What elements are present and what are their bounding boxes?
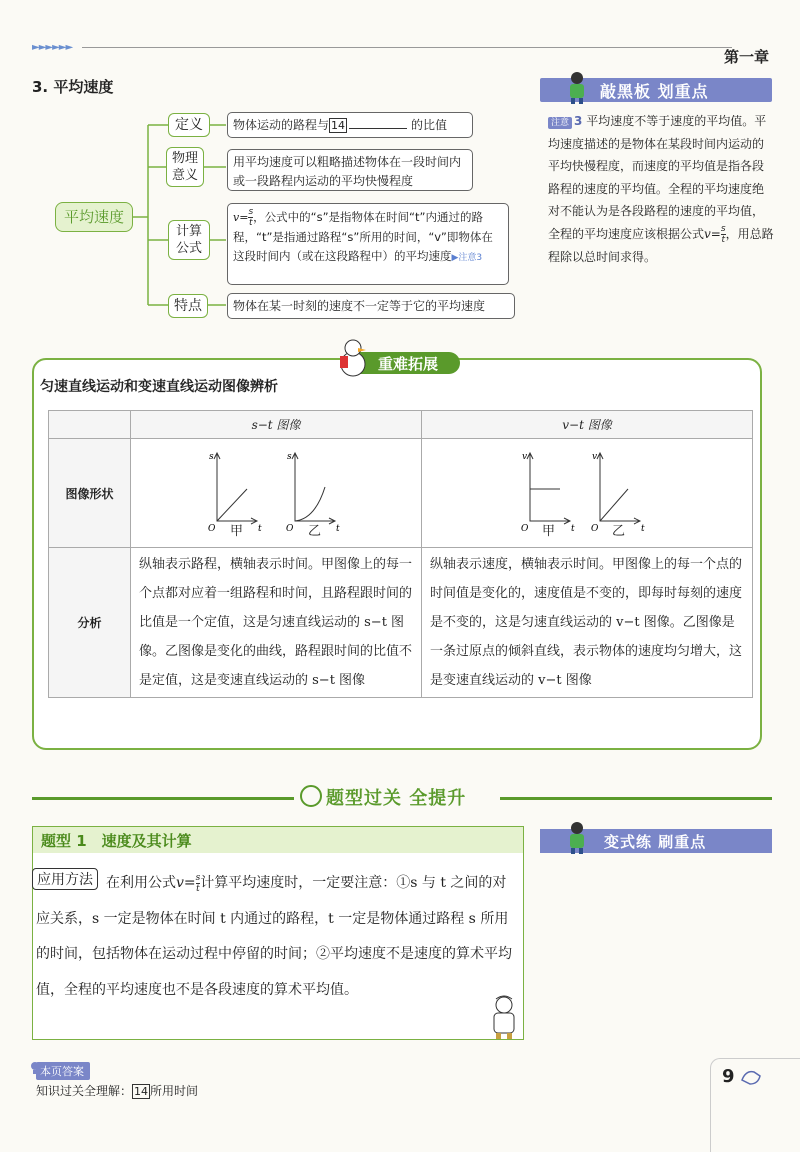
- table-corner: [49, 411, 131, 439]
- st-caption-yi: 乙: [308, 524, 322, 539]
- vt-yi-x-label: t: [641, 524, 645, 534]
- sidebar-note: [548, 110, 774, 268]
- mindmap-root: 平均速度: [55, 202, 133, 232]
- st-caption-jia: 甲: [230, 524, 244, 539]
- vt-graphs-cell: [422, 439, 753, 548]
- page-number: 9: [722, 1066, 735, 1087]
- answer-label: 知识过关全理解：: [36, 1084, 133, 1098]
- vt-graphs: [422, 439, 752, 543]
- sidebar-banner-text: 敲黑板 划重点: [600, 82, 709, 101]
- student-figure-icon-2: [566, 820, 588, 854]
- note-formula-lhs: v=: [704, 226, 721, 241]
- note-formula-numerator: s: [720, 223, 726, 234]
- answer-line: [36, 1082, 198, 1099]
- vt-yi-origin: O: [591, 524, 599, 534]
- header-arrows: ►►►►►►: [32, 42, 73, 53]
- formula-lhs: v=: [233, 211, 249, 224]
- st-yi-y-label: s: [287, 452, 292, 462]
- vt-yi-y-label: v: [592, 452, 598, 462]
- chapter-title: 第一章: [724, 48, 770, 66]
- note-formula-denominator: t: [721, 234, 725, 245]
- method-tag: 应用方法: [32, 868, 98, 890]
- branch-feature-content: 物体在某一时刻的速度不一定等于它的平均速度: [227, 293, 515, 319]
- branch-definition-content: [227, 112, 473, 138]
- vt-analysis: 纵轴表示速度，横轴表示时间。甲图像上的每一个点的时间值是变化的，速度值是不变的，即每时每刻的速度是不变的，这是匀速直线运动的 v−t 图像。乙图像是一条过原点的倾斜直线，表示物体的速度均匀增大，这是变速直线运动的 v−t 图像: [422, 548, 753, 698]
- vt-jia-origin: O: [521, 524, 529, 534]
- method-text-pre: 在利用公式: [106, 875, 176, 891]
- section2-icon: [300, 785, 322, 807]
- st-jia-origin: O: [208, 524, 216, 534]
- vt-jia-y-label: v: [522, 452, 528, 462]
- branch-definition-label: 定义: [168, 113, 210, 137]
- formula-numerator: s: [248, 207, 254, 217]
- page-hand-icon: [738, 1066, 764, 1088]
- note-text-1: 平均速度不等于速度的平均值。平均速度描述的是物体在某段时间内运动的平均快慢程度，而速度的平均值是指各段路程的速度的平均值。全程的平均速度绝对不能认为是各段路程的速度的平均值，全程的平均速度应该根据公式: [548, 114, 767, 241]
- extension-banner-text: 重难拓展: [378, 355, 439, 373]
- cartoon-bird-icon: [336, 338, 370, 378]
- definition-pre: 物体运动的路程与: [233, 118, 330, 132]
- method-text-post: 计算平均速度时，一定要注意：①s 与 t 之间的对应关系，s 一定是物体在时间 t 内通过的路程，t 一定是物体通过路程 s 所用的时间，包括物体在运动过程中停留的时间；②平均速度不是速度的算术平均值，全程的平均速度也不是各段速度的算术平均值。: [36, 875, 512, 998]
- method-formula-numerator: s: [195, 872, 201, 883]
- answer-tag: 本页答案: [36, 1062, 90, 1080]
- section2-rule-right: [500, 797, 772, 800]
- st-yi-origin: O: [286, 524, 294, 534]
- vt-caption-yi: 乙: [612, 524, 626, 539]
- answer-line-number: 14: [134, 1085, 149, 1098]
- row-head-shape: 图像形状: [49, 439, 131, 548]
- table-row-analysis: [49, 548, 753, 698]
- formula-explanation: ，公式中的“s”是指物体在时间“t”内通过的路程，“t”是指通过路程“s”所用的时间，“v”即物体在这段时间内（或在这段路程中）的平均速度: [233, 210, 493, 263]
- sidebar2-banner-text: 变式练 刷重点: [604, 833, 707, 851]
- st-jia-x-label: t: [258, 524, 262, 534]
- extension-title: 匀速直线运动和变速直线运动图像辨析: [40, 379, 278, 395]
- st-jia-y-label: s: [209, 452, 214, 462]
- section-title: 3. 平均速度: [32, 78, 114, 96]
- branch-meaning-content: 用平均速度可以粗略描述物体在一段时间内或一段路程内运动的平均快慢程度: [227, 149, 473, 191]
- section2-title: 题型过关 全提升: [326, 788, 467, 809]
- type1-method-text: [36, 866, 518, 1008]
- section2-rule-left: [32, 797, 294, 800]
- vt-caption-jia: 甲: [542, 524, 556, 539]
- formula-denominator: t: [249, 218, 253, 228]
- col-vt: v−t 图像: [422, 411, 753, 439]
- student-figure-icon: [566, 70, 586, 104]
- st-graphs: [131, 439, 421, 543]
- note-number: 3: [574, 114, 583, 128]
- note-tag: 注意: [548, 117, 572, 129]
- branch-meaning-label: 物理意义: [166, 147, 204, 187]
- st-yi-x-label: t: [336, 524, 340, 534]
- method-formula-lhs: v=: [176, 875, 196, 891]
- col-st: s−t 图像: [131, 411, 422, 439]
- table-header-row: [49, 411, 753, 439]
- fill-blank: [349, 128, 407, 129]
- vt-jia-x-label: t: [571, 524, 575, 534]
- answer-value: 所用时间: [150, 1084, 199, 1098]
- st-graphs-cell: [131, 439, 422, 548]
- st-analysis: 纵轴表示路程，横轴表示时间。甲图像上的每一个点都对应着一组路程和时间，且路程跟时间的比值是一个定值，这是匀速直线运动的 s−t 图像。乙图像是变化的曲线，路程跟时间的比值不是定值，这是变速直线运动的 s−t 图像: [131, 548, 422, 698]
- method-formula-denominator: t: [196, 883, 200, 894]
- definition-post: 的比值: [411, 118, 448, 132]
- table-row-graphs: [49, 439, 753, 548]
- branch-formula-label: 计算公式: [168, 220, 210, 260]
- note-3-link[interactable]: ▶注意3: [451, 253, 483, 263]
- note-text-2: ，用总路程除以总时间求得。: [548, 226, 774, 264]
- cartoon-scientist-icon: [486, 995, 522, 1039]
- type1-heading: 题型 1 速度及其计算: [33, 827, 523, 853]
- branch-feature-label: 特点: [168, 294, 208, 318]
- graph-comparison-table: [48, 410, 753, 698]
- branch-formula-content: [227, 203, 509, 285]
- answer-number: 14: [331, 119, 346, 132]
- row-head-analysis: 分析: [49, 548, 131, 698]
